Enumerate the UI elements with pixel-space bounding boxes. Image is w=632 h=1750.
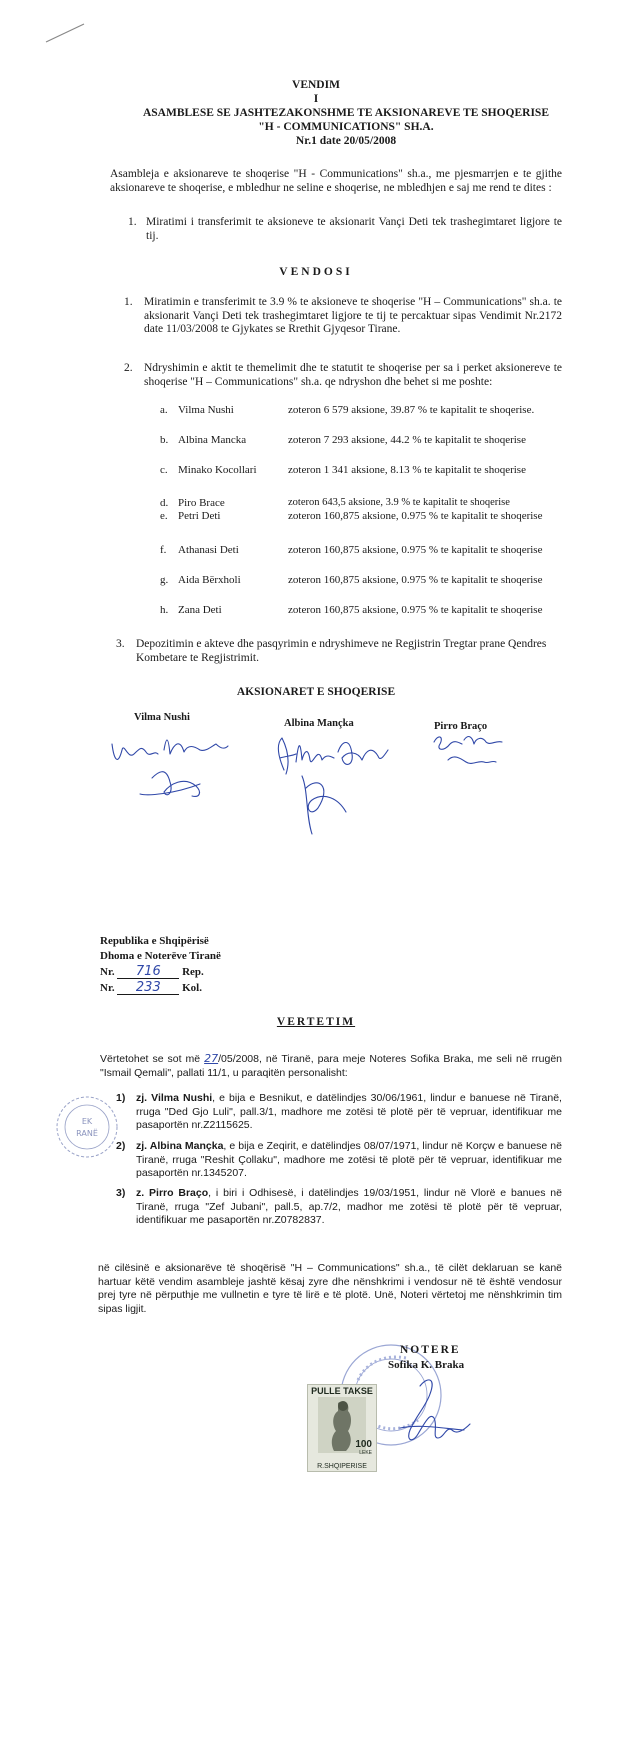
shareholders-heading: AKSIONARET E SHOQERISE xyxy=(236,686,396,698)
person-name: z. Pirro Braço xyxy=(136,1187,209,1199)
person-details: , e bija e Zeqirit, e datëlindjes 08/07/1971, lindur në Korçw e banuese në Tiranë, rruga "Reshit Çollaku", madhore me zotësi të plotë për të vepruar, identifikuar me pasaportën nr.1345207. xyxy=(136,1140,562,1179)
kol-prefix: Nr. xyxy=(100,982,115,994)
shareholder-holding: zoteron 643,5 aksione, 3.9 % te kapitalit te shoqerise xyxy=(288,497,510,508)
shareholder-name: Aida Bërxholi xyxy=(178,574,241,586)
person-entry xyxy=(116,1140,562,1181)
person-number: 3) xyxy=(116,1187,126,1199)
agenda-item: Miratimi i transferimit te aksioneve te aksionarit Vançi Deti tek trashegimtaret ligjore te tij. xyxy=(146,216,562,242)
shareholder-name: Athanasi Deti xyxy=(178,544,239,556)
shareholder-name: Zana Deti xyxy=(178,604,222,616)
tax-stamp-value: 100 xyxy=(355,1439,372,1450)
faint-seal-text: EK xyxy=(81,1117,93,1126)
rep-number-line xyxy=(100,966,204,979)
point-3-text: Depozitimin e akteve dhe pasqyrimin e ndryshimeve ne Regjistrin Tregtar prane Qendres Kombetare te Regjistrimit. xyxy=(136,638,547,664)
shareholder-row xyxy=(160,497,560,510)
doc-title-vendim: VENDIM xyxy=(292,79,340,91)
person-entry xyxy=(116,1092,562,1133)
tax-stamp-country: R.SHQIPERISE xyxy=(317,1463,367,1470)
shareholder-holding: zoteron 160,875 aksione, 0.975 % te kapitalit te shoqerise xyxy=(288,574,543,586)
person-details: , i biri i Odhisesë, i datëlindjes 19/03/1951, lindur në Vlorë e banues në Tiranë, rruga "Zef Jubani", pall.5, ap.7/2, madhor me zotësi të plotë për të vepruar, identifikuar me pasaportën nr.Z0782837. xyxy=(136,1187,562,1226)
tax-stamp-header: PULLE TAKSE xyxy=(311,1386,373,1396)
faint-seal-left xyxy=(52,1092,122,1162)
vertetim-intro xyxy=(100,1052,562,1080)
svg-text:RANË: RANË xyxy=(76,1129,98,1138)
shareholder-holding: zoteron 160,875 aksione, 0.975 % te kapitalit te shoqerise xyxy=(288,510,543,522)
shareholder-letter: g. xyxy=(160,574,169,586)
person-name: zj. Vilma Nushi xyxy=(136,1092,213,1104)
signature-name-vilma: Vilma Nushi xyxy=(134,712,190,723)
tax-stamp-unit: LEKE xyxy=(359,1450,372,1456)
person-text xyxy=(136,1187,562,1228)
vertetim-day: 27 xyxy=(204,1052,219,1065)
person-entry xyxy=(116,1187,562,1228)
kol-number-value: 233 xyxy=(117,982,179,995)
rep-number-value: 716 xyxy=(117,966,179,979)
notary-chamber-label: Dhoma e Noterëve Tiranë xyxy=(100,950,221,962)
doc-title-i: I xyxy=(313,93,319,105)
shareholder-row xyxy=(160,604,560,630)
person-name: zj. Albina Mançka xyxy=(136,1140,224,1152)
signature-pirro-braco xyxy=(430,730,530,780)
shareholder-name: Petri Deti xyxy=(178,510,221,522)
rep-prefix: Nr. xyxy=(100,966,115,978)
person-text xyxy=(136,1092,562,1133)
shareholder-letter: e. xyxy=(160,510,168,522)
shareholder-row xyxy=(160,574,560,600)
rep-suffix: Rep. xyxy=(182,966,204,978)
shareholder-holding: zoteron 7 293 aksione, 44.2 % te kapitalit te shoqerise xyxy=(288,434,526,446)
vertetim-heading: VERTETIM xyxy=(276,1016,356,1028)
shareholder-row xyxy=(160,544,560,570)
kol-suffix: Kol. xyxy=(182,982,202,994)
shareholder-letter: a. xyxy=(160,404,168,416)
person-number: 2) xyxy=(116,1140,126,1152)
kol-number-line xyxy=(100,982,202,995)
shareholder-letter: c. xyxy=(160,464,168,476)
point-1-number: 1. xyxy=(124,296,133,308)
corner-pen-mark xyxy=(40,20,90,50)
shareholder-letter: f. xyxy=(160,544,167,556)
point-1-text: Miratimin e transferimit te 3.9 % te aksioneve te shoqerise "H – Communications" sh.a. te aksionarit Vançi Deti tek trashegimtaret ligjore te tij te percaktuar sipas Vendimit Nr.2172 date 11/03/2008 te Gjykates se Rrethit Gjyqesor Tirane. xyxy=(144,296,562,335)
shareholder-row xyxy=(160,464,560,490)
shareholder-letter: d. xyxy=(160,497,169,509)
vertetim-intro-start: Vërtetohet se sot më xyxy=(100,1053,201,1065)
person-number: 1) xyxy=(116,1092,126,1104)
point-3-number: 3. xyxy=(116,638,125,650)
republic-label: Republika e Shqipërisë xyxy=(100,935,209,947)
shareholder-name: Piro Brace xyxy=(178,497,225,509)
shareholder-holding: zoteron 1 341 aksione, 8.13 % te kapitalit te shoqerise xyxy=(288,464,526,476)
notary-title: NOTERE xyxy=(400,1344,461,1356)
shareholder-holding: zoteron 160,875 aksione, 0.975 % te kapitalit te shoqerise xyxy=(288,604,543,616)
shareholder-row xyxy=(160,434,560,460)
tax-stamp xyxy=(307,1384,377,1472)
notary-name: Sofika K. Braka xyxy=(388,1359,465,1371)
doc-title-company: "H - COMMUNICATIONS" SH.A. xyxy=(258,121,434,133)
shareholder-row xyxy=(160,404,560,430)
shareholder-row xyxy=(160,510,560,536)
shareholder-name: Minako Kocollari xyxy=(178,464,257,476)
agenda-number: 1. xyxy=(128,216,137,228)
signature-vilma-nushi xyxy=(104,724,254,804)
shareholder-holding: zoteron 160,875 aksione, 0.975 % te kapitalit te shoqerise xyxy=(288,544,543,556)
shareholder-name: Vilma Nushi xyxy=(178,404,234,416)
person-details: , e bija e Besnikut, e datëlindjes 30/06/1961, lindur e banuese në Tiranë, rruga "Ded Gjo Luli", pall.3/1, madhore me zotësi të plotë për të vepruar, identifikuar me pasaportën nr.Z2115625. xyxy=(136,1092,562,1131)
shareholder-letter: b. xyxy=(160,434,169,446)
person-text xyxy=(136,1140,562,1181)
signature-name-albina: Albina Mançka xyxy=(284,718,354,729)
shareholder-letter: h. xyxy=(160,604,169,616)
point-2-text: Ndryshimin e aktit te themelimit dhe te statutit te shoqerise per sa i perket aksionereve te shoqerise "H – Communications" sh.a. qe ndryshon dhe behet si me poshte: xyxy=(144,362,562,388)
closing-paragraph: në cilësinë e aksionarëve të shoqërisë "H – Communications" sh.a., të cilët deklaruan se kanë hartuar këtë vendim asambleje jashtë kësaj zyre dhe nënshkrimi i vendosur në të është vendosur prej tyre në përputhje me vullnetin e tyre të lirë e të plotë. Unë, Noteri vërtetoj me nënshkrimin tim sipas ligjit. xyxy=(98,1262,562,1315)
doc-title-number: Nr.1 date 20/05/2008 xyxy=(295,135,397,147)
point-2-number: 2. xyxy=(124,362,133,374)
doc-title-asamblese: ASAMBLESE SE JASHTEZAKONSHME TE AKSIONAREVE TE SHOQERISE xyxy=(142,107,550,119)
vendosi-heading: VENDOSI xyxy=(279,266,353,278)
signature-albina-mancka xyxy=(262,726,412,846)
signature-notary xyxy=(380,1368,490,1458)
signature-name-pirro: Pirro Braço xyxy=(434,721,488,732)
shareholder-holding: zoteron 6 579 aksione, 39.87 % te kapitalit te shoqerise. xyxy=(288,404,535,416)
shareholder-name: Albina Mancka xyxy=(178,434,247,446)
intro-paragraph: Asambleja e aksionareve te shoqerise "H - Communications" sh.a., me pjesmarrjen e te gjithe aksionareve te shoqerise, e mbledhur ne seline e shoqerise, ne mbledhjen e saj me rend te dites : xyxy=(110,168,562,194)
vertetim-intro-rest: /05/2008, në Tiranë, para meje Noteres Sofika Braka, me seli në rrugën "Ismail Qemali", pallati 11/1, u paraqitën personalisht: xyxy=(100,1053,562,1079)
